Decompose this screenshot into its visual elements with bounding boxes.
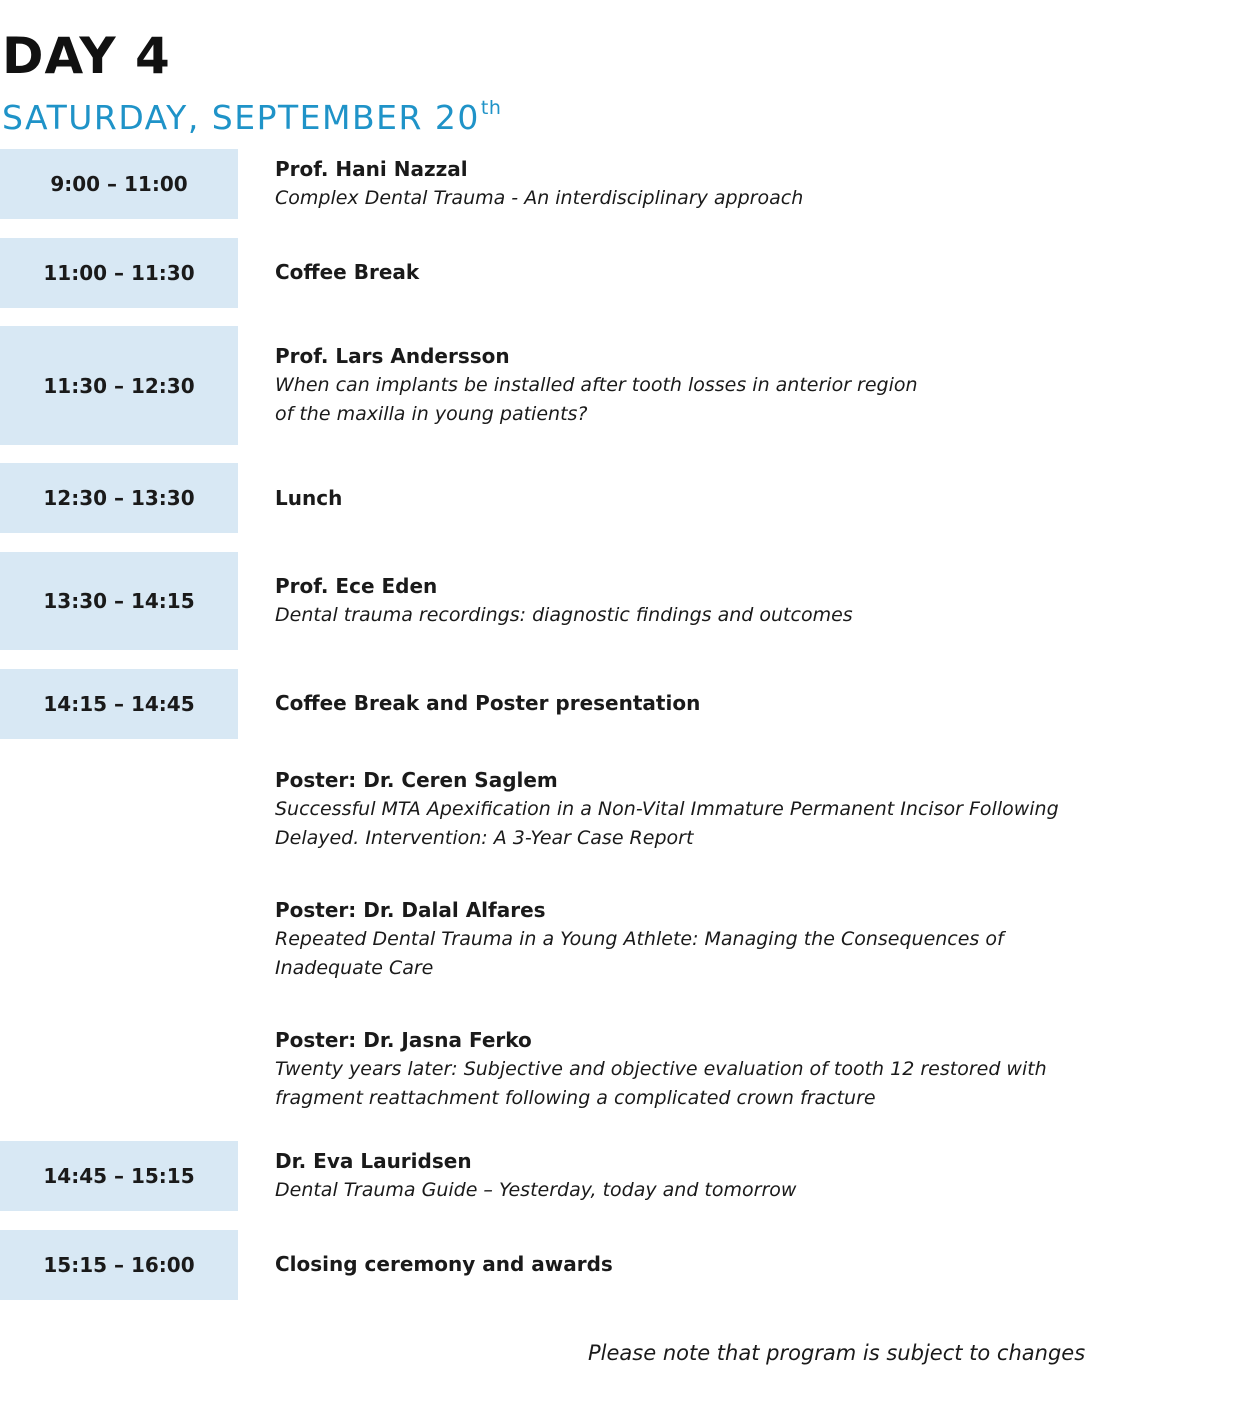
day-date-suffix: th: [480, 97, 502, 119]
talk-title-line: of the maxilla in young patients?: [275, 403, 588, 425]
poster-title-line: Successful MTA Apexification in a Non-Vital Immature Permanent Incisor Following: [275, 798, 1059, 820]
time-slot: 11:00 – 11:30: [0, 238, 238, 308]
schedule-entry: [275, 342, 1095, 429]
poster-title-line: Delayed. Intervention: A 3-Year Case Report: [275, 827, 694, 849]
schedule-entry: [275, 689, 1095, 718]
poster-title-line: Inadequate Care: [275, 957, 434, 979]
closing-label: Closing ceremony and awards: [275, 1252, 613, 1276]
time-slot: 14:45 – 15:15: [0, 1141, 238, 1211]
poster-title-line: Twenty years later: Subjective and objective evaluation of tooth 12 restored with: [275, 1058, 1047, 1080]
poster-title-line: fragment reattachment following a complicated crown fracture: [275, 1087, 876, 1109]
break-label: Coffee Break and Poster presentation: [275, 691, 701, 715]
speaker-name: Dr. Eva Lauridsen: [275, 1149, 472, 1173]
talk-title: Dental trauma recordings: diagnostic findings and outcomes: [275, 604, 853, 626]
schedule-entry: [275, 572, 1095, 630]
time-slot: 12:30 – 13:30: [0, 463, 238, 533]
schedule-entry: [275, 484, 1095, 513]
speaker-name: Prof. Hani Nazzal: [275, 157, 468, 181]
poster-presenter: Poster: Dr. Ceren Saglem: [275, 768, 558, 792]
day-title: DAY 4: [2, 27, 171, 85]
talk-title: Complex Dental Trauma - An interdisciplinary approach: [275, 187, 804, 209]
break-label: Coffee Break: [275, 260, 420, 284]
footer-note: Please note that program is subject to changes: [588, 1341, 1086, 1365]
poster-presenter: Poster: Dr. Dalal Alfares: [275, 898, 546, 922]
poster-title-line: Repeated Dental Trauma in a Young Athlete: Managing the Consequences of: [275, 928, 1004, 950]
speaker-name: Prof. Ece Eden: [275, 574, 438, 598]
time-slot: 13:30 – 14:15: [0, 552, 238, 650]
schedule-entry: [275, 1250, 1095, 1279]
schedule-entry: [275, 1147, 1095, 1205]
day-date-text: SATURDAY, SEPTEMBER 20: [2, 98, 480, 137]
time-slot: 15:15 – 16:00: [0, 1230, 238, 1300]
talk-title: Dental Trauma Guide – Yesterday, today and tomorrow: [275, 1179, 797, 1201]
poster-entry: [275, 1026, 1095, 1113]
talk-title-line: When can implants be installed after tooth losses in anterior region: [275, 374, 918, 396]
day-date: [2, 88, 501, 138]
schedule-entry: [275, 155, 1095, 213]
speaker-name: Prof. Lars Andersson: [275, 344, 510, 368]
poster-entry: [275, 766, 1095, 853]
time-slot: 9:00 – 11:00: [0, 149, 238, 219]
time-slot: 11:30 – 12:30: [0, 326, 238, 445]
time-slot: 14:15 – 14:45: [0, 669, 238, 739]
poster-entry: [275, 896, 1095, 983]
poster-presenter: Poster: Dr. Jasna Ferko: [275, 1028, 532, 1052]
schedule-entry: [275, 258, 1095, 287]
break-label: Lunch: [275, 486, 343, 510]
